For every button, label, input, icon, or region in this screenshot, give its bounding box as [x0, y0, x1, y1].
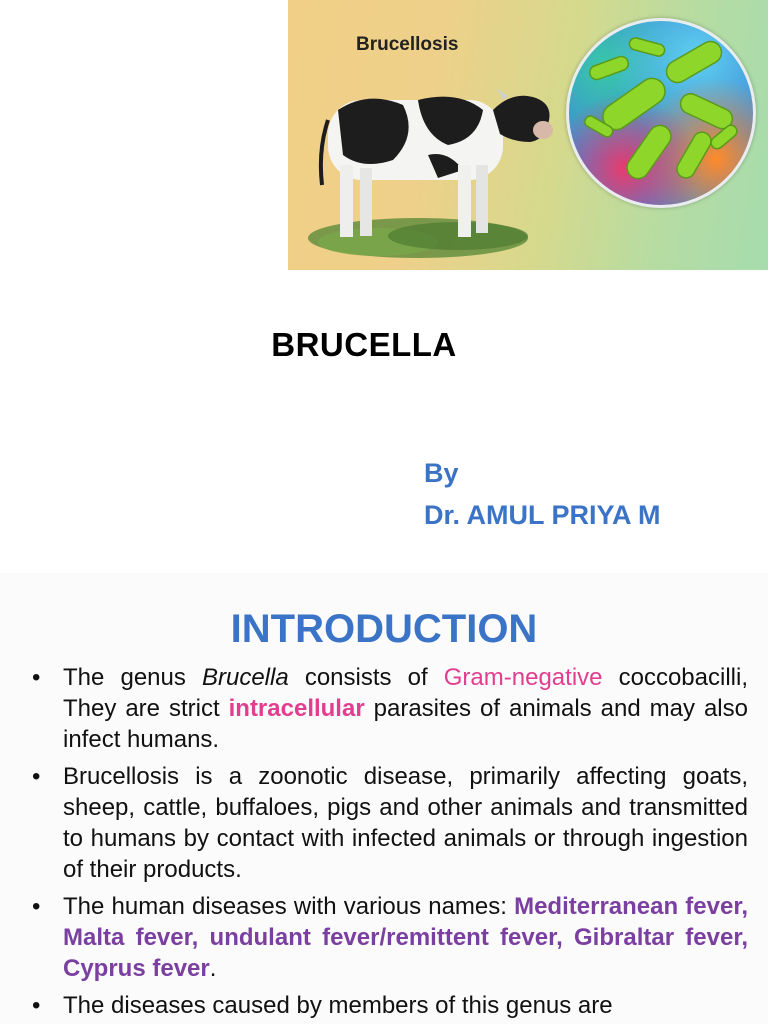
bullet-list [32, 662, 748, 1027]
bullet-marker: • [32, 763, 41, 790]
brucellosis-banner-image [288, 0, 768, 270]
disease-names-highlight: Mediterranean fever, Malta fever, undulant fever/remittent fever, Gibraltar fever, Cyprus fever [63, 893, 749, 982]
slide-heading: INTRODUCTION [230, 607, 538, 651]
bullet-text: consists of [288, 664, 444, 691]
bullet-text: Brucellosis is a zoonotic disease, primarily affecting goats, sheep, cattle, buffaloes, pigs and other animals and transmitted to humans by contact with infected animals or through ingestion of their products. [63, 763, 748, 883]
cow-illustration [308, 60, 568, 260]
bullet-item [32, 761, 748, 885]
bullet-marker: • [32, 893, 41, 920]
genus-name: Brucella [201, 664, 289, 691]
author-by: By [424, 458, 459, 488]
bacteria-micrograph [566, 18, 756, 208]
bullet-marker: • [32, 992, 41, 1019]
presentation-title: BRUCELLA [271, 326, 457, 363]
bullet-text: . [209, 955, 217, 982]
author-name: Dr. AMUL PRIYA M [424, 500, 661, 530]
bullet-text: The genus [63, 664, 202, 691]
bullet-text: The diseases caused by members of this genus are [63, 992, 613, 1019]
bullet-item [32, 891, 748, 984]
banner-title: Brucellosis [356, 34, 459, 55]
introduction-slide [0, 573, 768, 1024]
bullet-text: coccobacilli, They are strict [63, 664, 748, 722]
bullet-text: The human diseases with various names: [63, 893, 515, 920]
bullet-item [32, 990, 748, 1021]
bullet-text: parasites of animals and may also infect humans. [63, 695, 748, 753]
gram-negative-highlight: Gram-negative [443, 664, 603, 691]
author-block [424, 452, 661, 536]
bullet-item [32, 662, 748, 755]
bullet-marker: • [32, 664, 41, 691]
intracellular-highlight: intracellular [228, 695, 365, 722]
